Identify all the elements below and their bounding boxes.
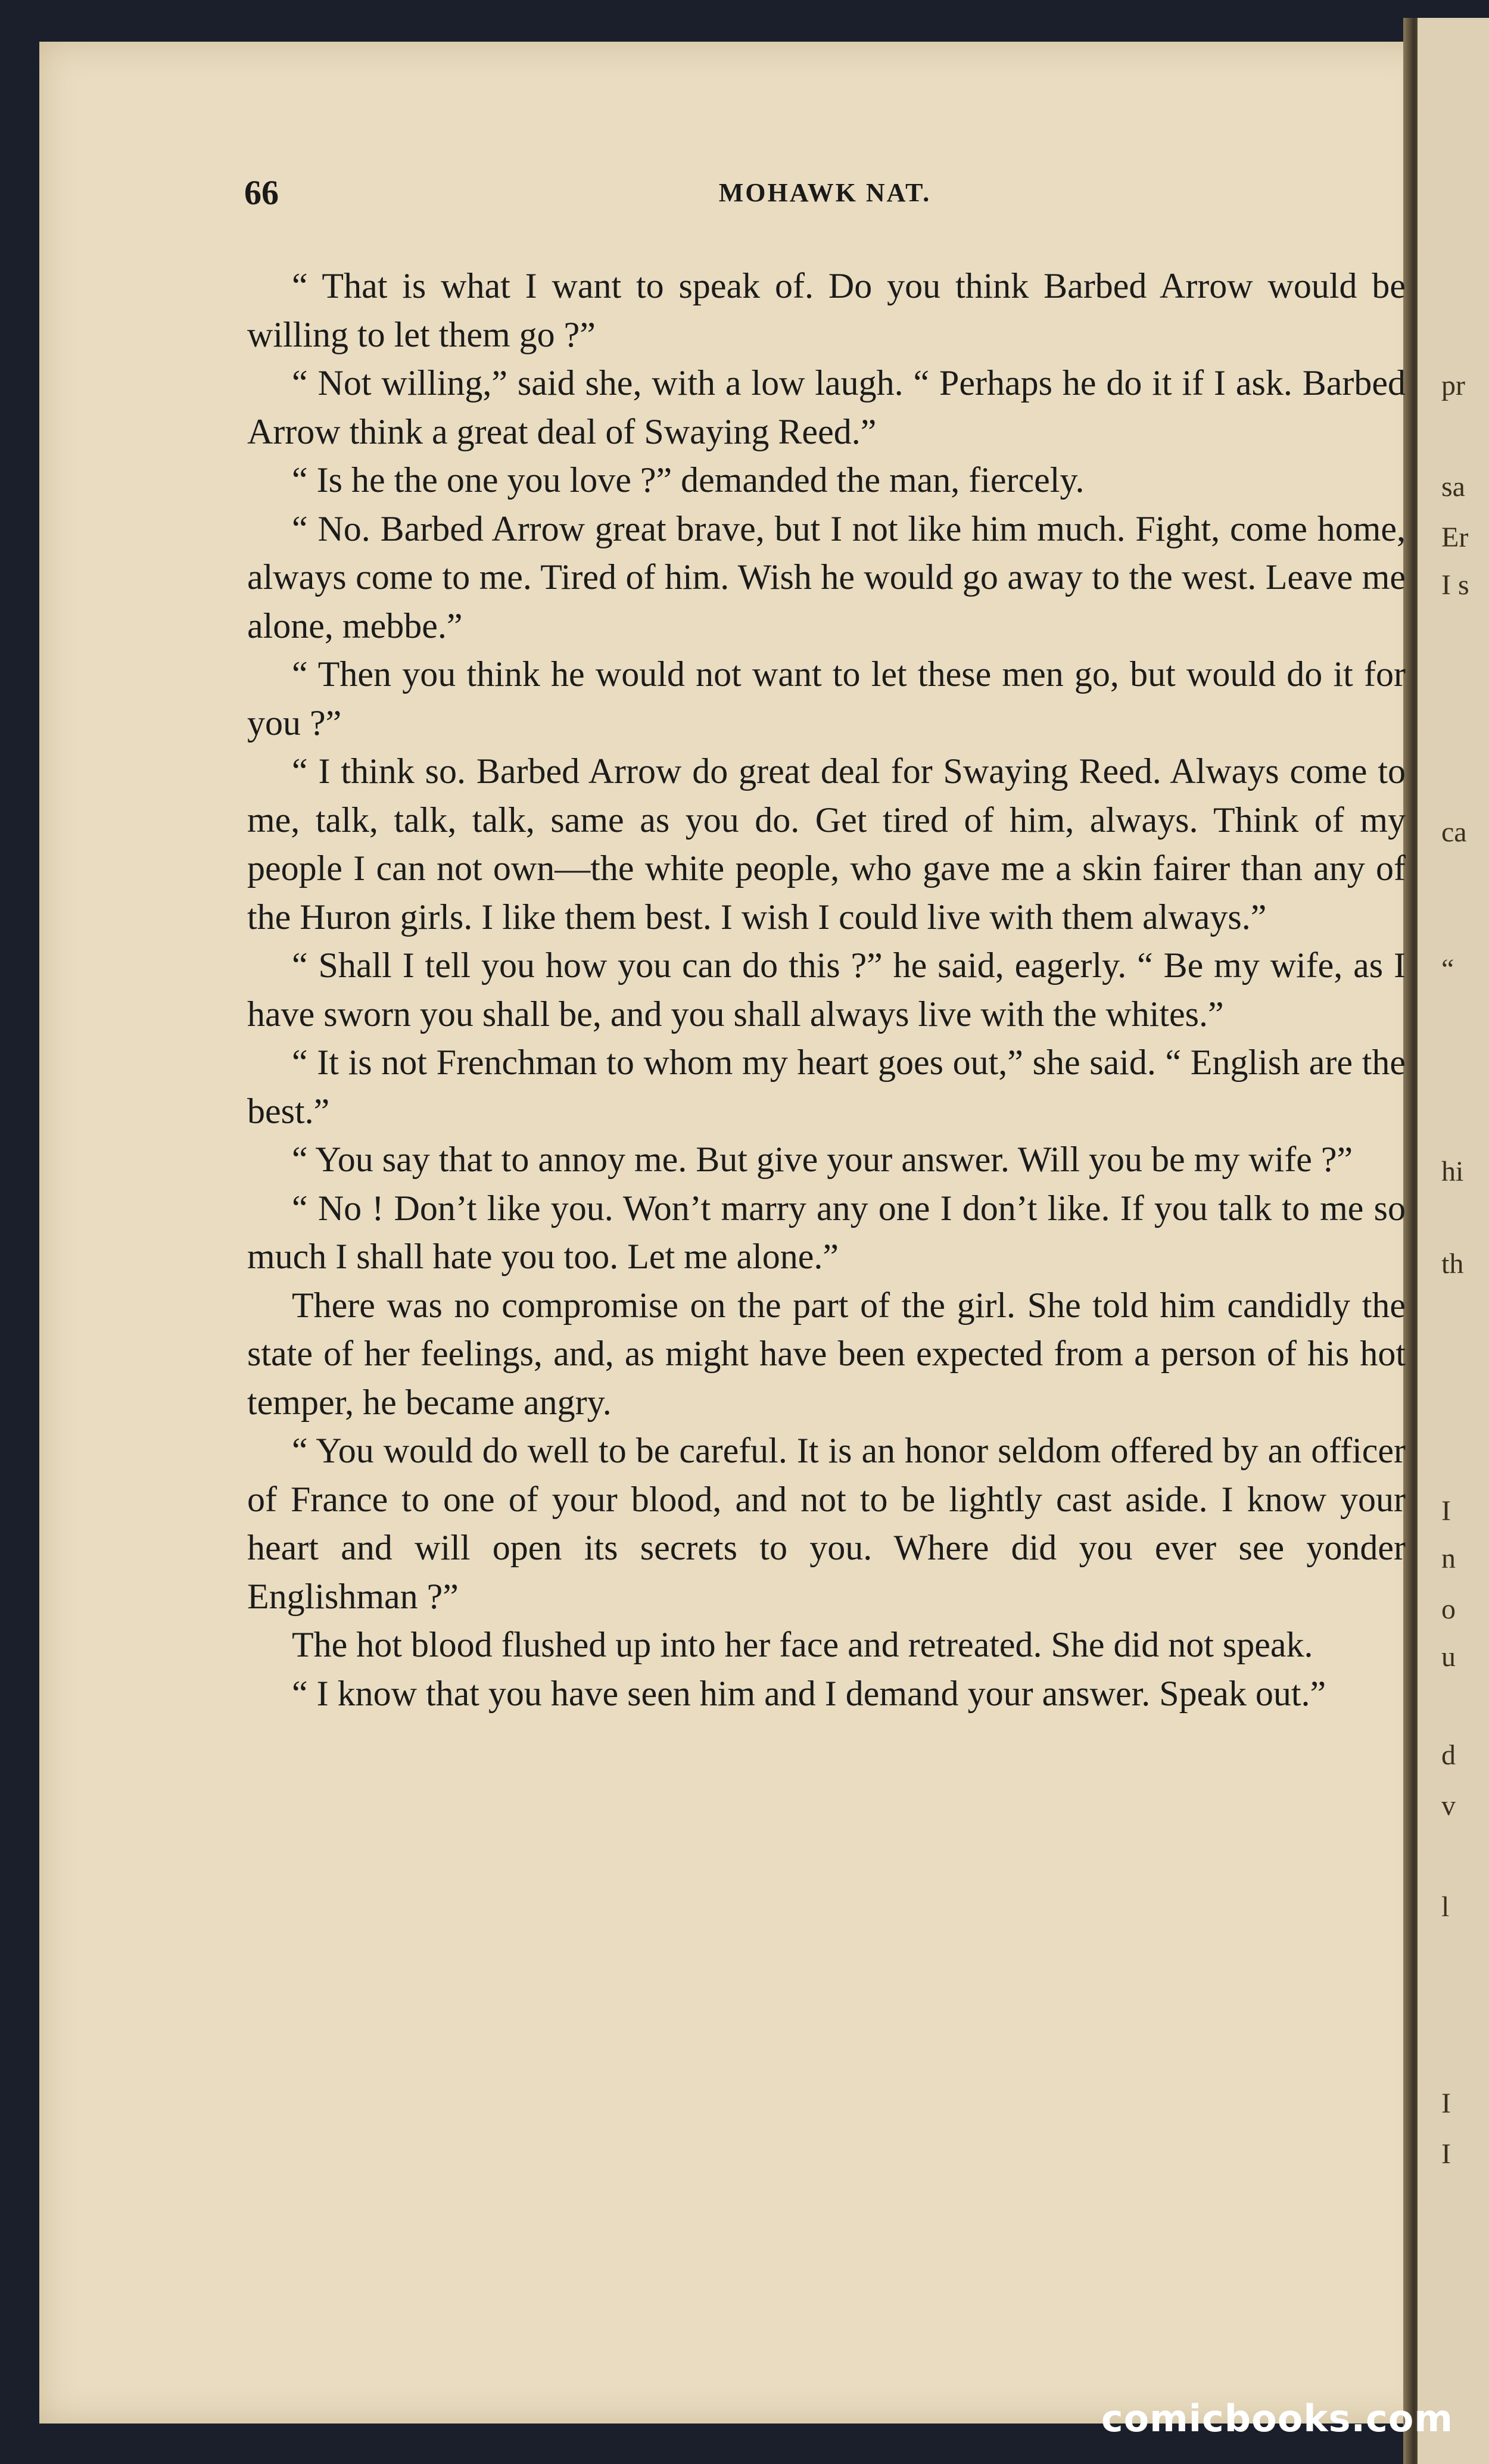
paragraph: “ Is he the one you love ?” demanded the man, fiercely. — [292, 460, 1085, 500]
paragraph: “ That is what I want to speak of. Do you think Barbed Arrow would be willing to let them go ?” — [247, 266, 1406, 354]
facing-page-fragment: th — [1441, 1248, 1464, 1280]
paragraph: The hot blood flushed up into her face and retreated. She did not speak. — [292, 1625, 1313, 1664]
facing-page-fragment: l — [1441, 1891, 1450, 1923]
paragraph: “ No. Barbed Arrow great brave, but I not like him much. Fight, come home, always come to me. Tired of him. Wish he would go away to the west. Leave me alone, mebbe.” — [247, 509, 1406, 645]
facing-page-fragment: pr — [1441, 370, 1465, 401]
facing-page-edge — [1418, 18, 1489, 2464]
facing-page-fragment: d — [1441, 1739, 1456, 1771]
facing-page-fragment: “ — [1441, 953, 1454, 985]
facing-page-fragment: I — [1441, 2088, 1451, 2119]
facing-page-fragment: hi — [1441, 1156, 1464, 1187]
facing-page-fragment: u — [1441, 1641, 1456, 1673]
paragraph: “ Not willing,” said she, with a low laugh. “ Perhaps he do it if I ask. Barbed Arrow think a great deal of Swaying Reed.” — [247, 363, 1406, 451]
facing-page-fragment: I — [1441, 1495, 1451, 1527]
paragraph: “ You say that to annoy me. But give your answer. Will you be my wife ?” — [292, 1140, 1353, 1179]
facing-page-fragment: ca — [1441, 816, 1467, 848]
paragraph: “ You would do well to be careful. It is an honor seldom offered by an officer of France to one of your blood, and not to be lightly cast aside. I know your heart and will open its secrets to you. Where did you ever see yonder Englishman ?” — [247, 1431, 1406, 1616]
facing-page-fragment: I — [1441, 2138, 1451, 2170]
paragraph: There was no compromise on the part of the girl. She told him candidly the state of her feelings, and, as might have been expected from a person of his hot temper, he became angry. — [247, 1285, 1406, 1422]
watermark: comicbooks.com — [1101, 2397, 1453, 2440]
facing-page-fragment: Er — [1441, 522, 1469, 553]
paragraph: “ It is not Frenchman to whom my heart goes out,” she said. “ English are the best.” — [247, 1043, 1406, 1131]
page-header — [244, 173, 1406, 226]
paragraph: “ I think so. Barbed Arrow do great deal for Swaying Reed. Always come to me, talk, talk, talk, same as you do. Get tired of him, always. Think of my people I can not own—the white people, who gave me a skin fairer than any of the Huron girls. I like them best. I wish I could live with them always.” — [247, 751, 1406, 937]
facing-page-fragment: v — [1441, 1790, 1456, 1822]
facing-page-fragment: sa — [1441, 471, 1465, 503]
page-number: 66 — [244, 173, 279, 212]
facing-page-fragment: I s — [1441, 569, 1469, 601]
paragraph: “ I know that you have seen him and I demand your answer. Speak out.” — [292, 1673, 1326, 1713]
paragraph: “ Then you think he would not want to let these men go, but would do it for you ?” — [247, 654, 1406, 743]
running-head: MOHAWK NAT. — [718, 178, 932, 207]
page-body — [247, 262, 1406, 1718]
facing-page-fragment: n — [1441, 1543, 1456, 1574]
facing-page-fragment: o — [1441, 1593, 1456, 1625]
paragraph: “ Shall I tell you how you can do this ?” he said, eagerly. “ Be my wife, as I have sworn you shall be, and you shall always live with the whites.” — [247, 946, 1406, 1034]
paragraph: “ No ! Don’t like you. Won’t marry any one I don’t like. If you talk to me so much I shall hate you too. Let me alone.” — [247, 1188, 1406, 1276]
